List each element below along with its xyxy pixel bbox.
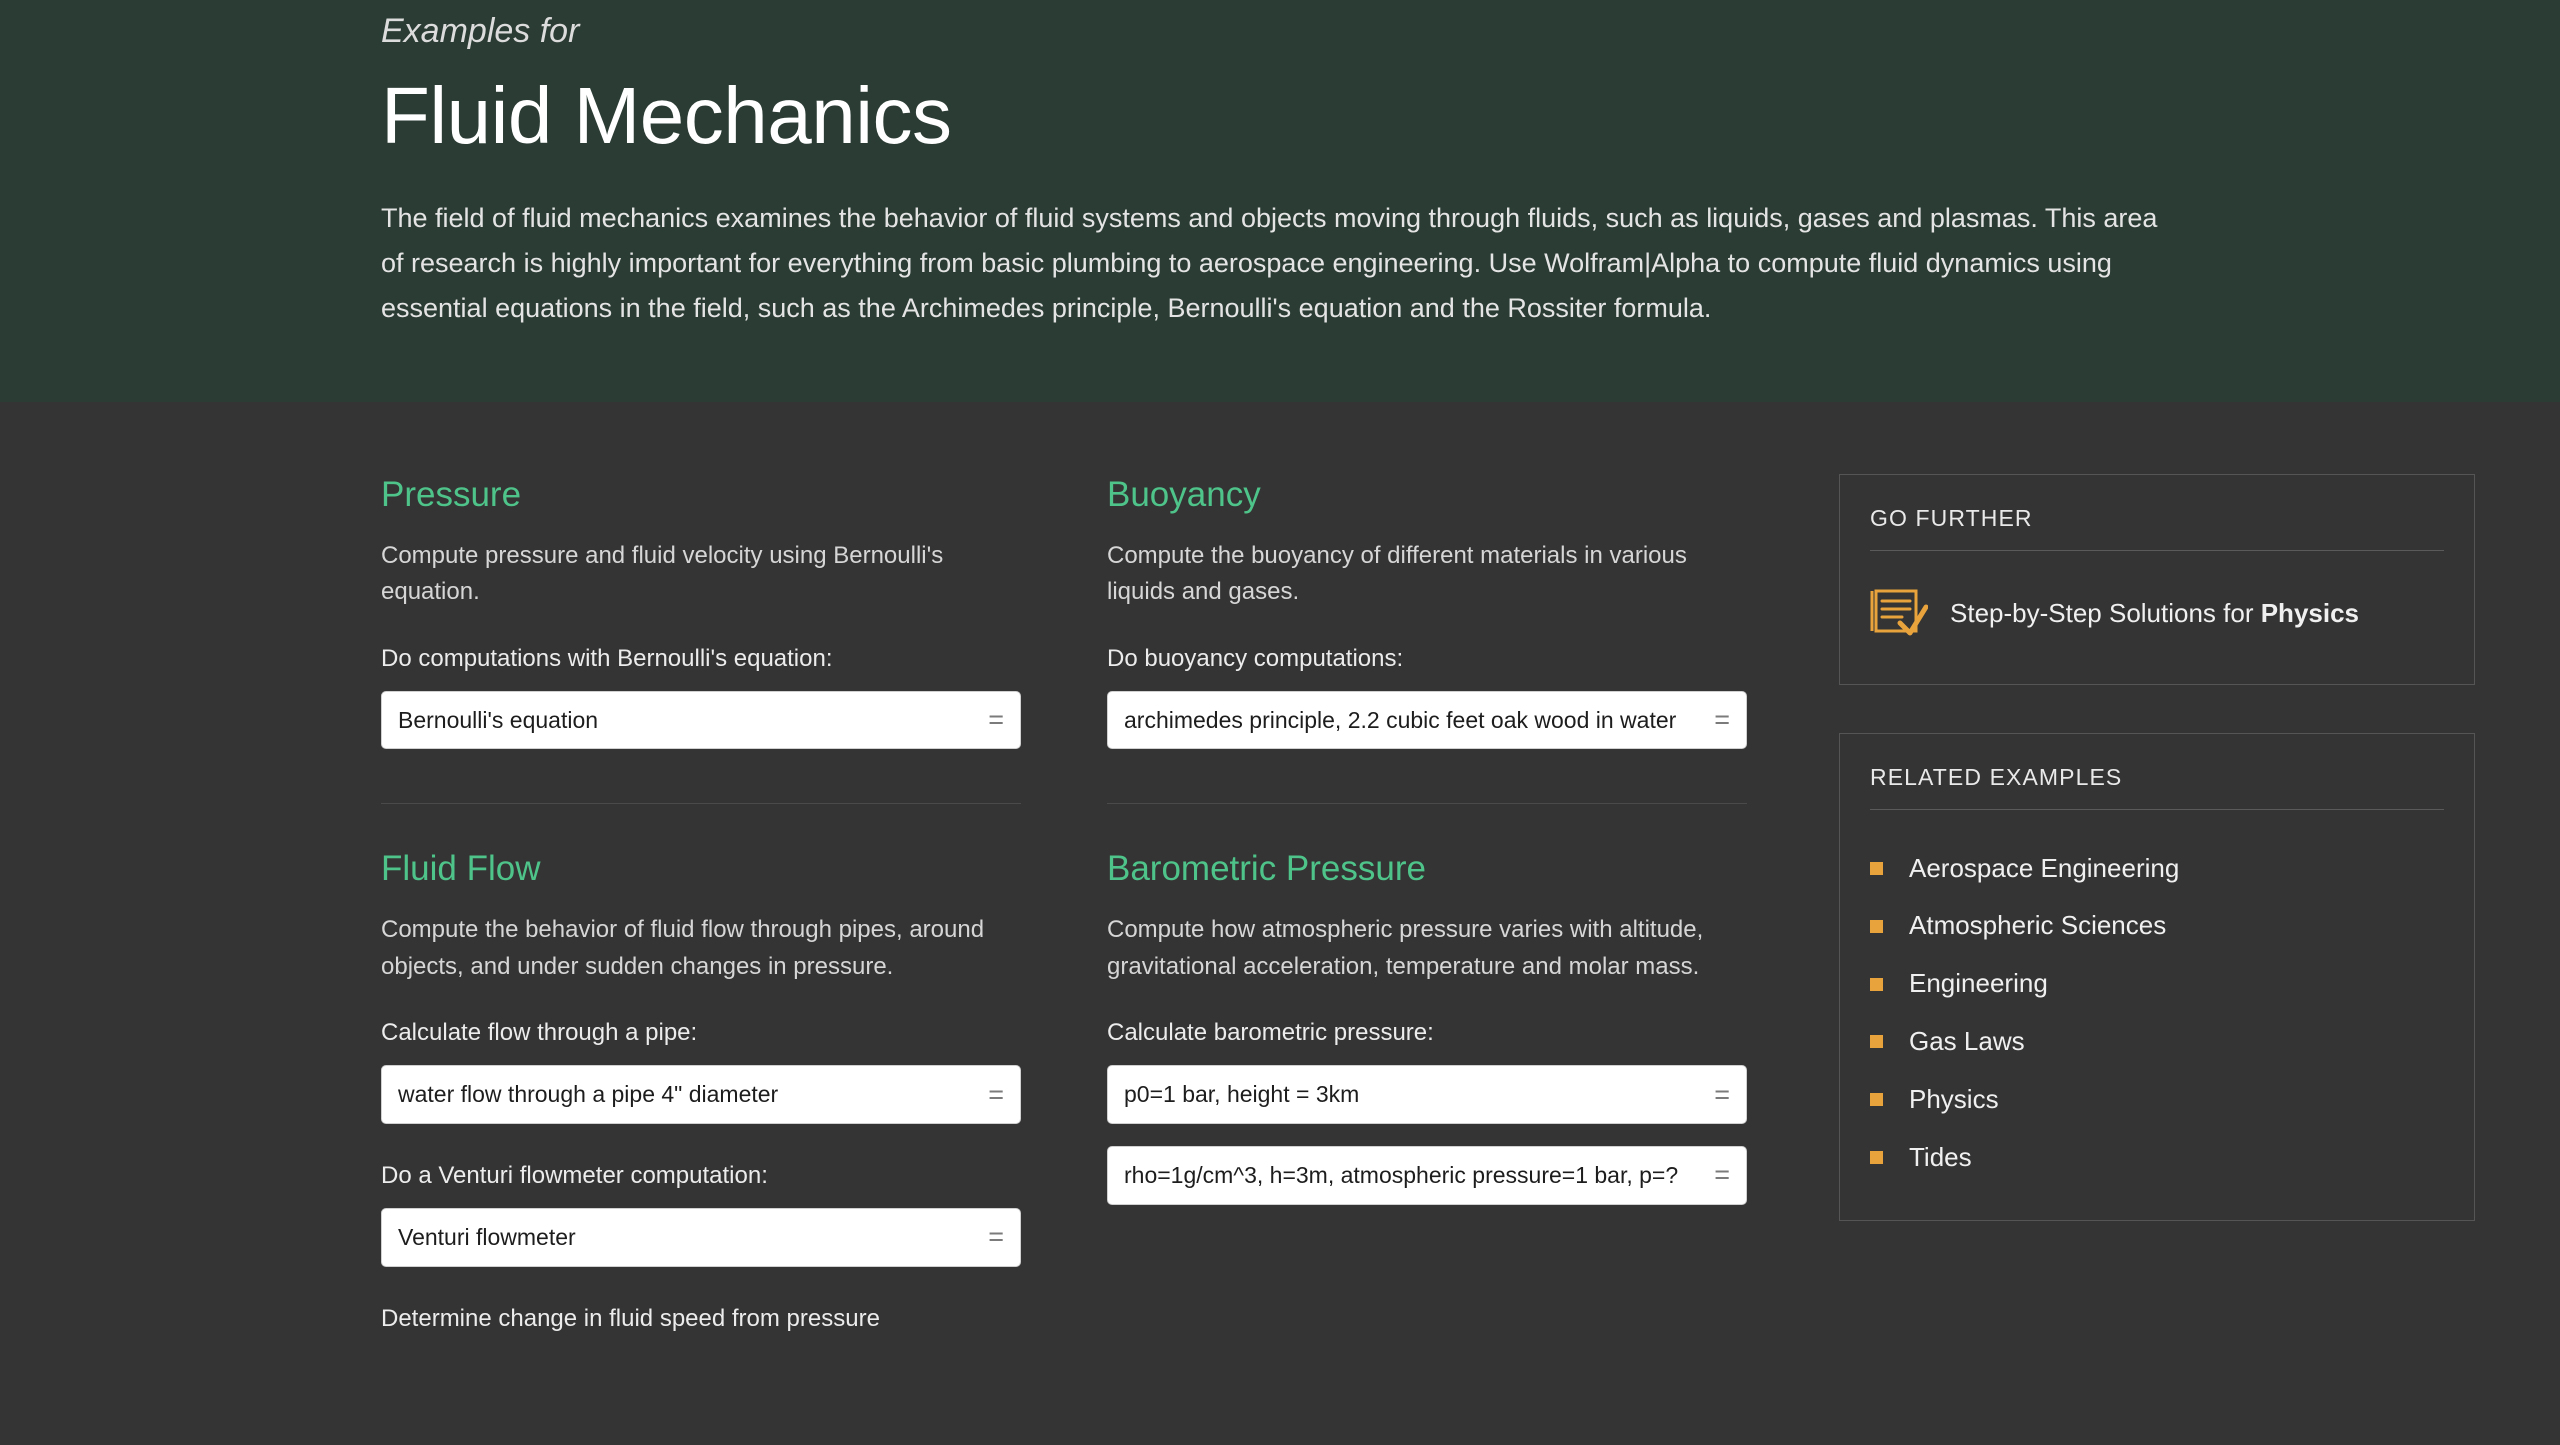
- page-hero: [0, 0, 2560, 402]
- list-item[interactable]: [1870, 1129, 2444, 1187]
- section-title: Buoyancy: [1107, 474, 1261, 514]
- equals-icon[interactable]: =: [1714, 1079, 1730, 1110]
- equals-icon[interactable]: =: [1714, 704, 1730, 735]
- step-by-step-notepad-icon: [1870, 587, 1928, 642]
- square-bullet-icon: [1870, 978, 1883, 991]
- section-fluid-flow: [381, 803, 1021, 1354]
- page-title: Fluid Mechanics: [381, 70, 952, 160]
- section-buoyancy: [1107, 474, 1747, 760]
- section-description: Compute the buoyancy of different materials in various liquids and gases.: [1107, 541, 1687, 606]
- list-item-label: Physics: [1909, 1083, 1999, 1114]
- step-by-step-label: [1950, 597, 2359, 631]
- list-item-label: Aerospace Engineering: [1909, 852, 2180, 883]
- query-input-value: water flow through a pipe 4" diameter: [398, 1081, 779, 1108]
- sidebar: [1839, 474, 2475, 1270]
- square-bullet-icon: [1870, 1151, 1883, 1164]
- query-input[interactable]: [1107, 1065, 1747, 1124]
- square-bullet-icon: [1870, 862, 1883, 875]
- query-prompt: Do computations with Bernoulli's equation:: [381, 644, 833, 672]
- go-further-panel: [1839, 474, 2475, 685]
- step-by-step-label-prefix: Step-by-Step Solutions for: [1950, 598, 2261, 629]
- column-middle: [1107, 474, 1747, 1215]
- query-input[interactable]: [381, 691, 1021, 750]
- query-input-value: rho=1g/cm^3, h=3m, atmospheric pressure=1 bar, p=?: [1124, 1161, 1679, 1188]
- section-pressure: [381, 474, 1021, 760]
- section-title: Barometric Pressure: [1107, 849, 1426, 889]
- list-item[interactable]: [1870, 897, 2444, 955]
- query-input[interactable]: [381, 1208, 1021, 1267]
- related-examples-heading: RELATED EXAMPLES: [1870, 764, 2444, 810]
- square-bullet-icon: [1870, 1035, 1883, 1048]
- related-examples-list: [1870, 840, 2444, 1187]
- equals-icon[interactable]: =: [1714, 1159, 1730, 1190]
- equals-icon[interactable]: =: [988, 1079, 1004, 1110]
- list-item-label: Tides: [1909, 1141, 1972, 1172]
- section-title: Fluid Flow: [381, 849, 541, 889]
- list-item[interactable]: [1870, 840, 2444, 898]
- section-description: Compute how atmospheric pressure varies with altitude, gravitational acceleration, temperature and molar mass.: [1107, 916, 1704, 980]
- query-input[interactable]: [1107, 1146, 1747, 1205]
- go-further-heading: GO FURTHER: [1870, 505, 2444, 551]
- equals-icon[interactable]: =: [988, 704, 1004, 735]
- list-item-label: Gas Laws: [1909, 1026, 2025, 1057]
- list-item[interactable]: [1870, 1071, 2444, 1129]
- section-title: Pressure: [381, 474, 522, 514]
- query-prompt: Calculate flow through a pipe:: [381, 1019, 698, 1047]
- list-item-label: Engineering: [1909, 968, 2048, 999]
- query-prompt-truncated: Determine change in fluid speed from pressure: [381, 1304, 880, 1332]
- query-prompt: Do buoyancy computations:: [1107, 644, 1404, 672]
- section-description: Compute the behavior of fluid flow through pipes, around objects, and under sudden changes in pressure.: [381, 916, 985, 980]
- query-input[interactable]: [381, 1065, 1021, 1124]
- related-examples-panel: [1839, 733, 2475, 1222]
- step-by-step-link[interactable]: [1870, 581, 2444, 650]
- query-input-value: Venturi flowmeter: [398, 1223, 576, 1250]
- section-barometric-pressure: [1107, 803, 1747, 1214]
- hero-description: The field of fluid mechanics examines the behavior of fluid systems and objects moving through fluids, such as liquids, gases and plasmas. This area of research is highly important for everything from basic plumbing to aerospace engineering. Use Wolfram|Alpha to compute fluid dynamics using essential equations in the field, such as the Archimedes principle, Bernoulli's equation and the Rossiter formula.: [381, 202, 2158, 324]
- query-prompt: Calculate barometric pressure:: [1107, 1019, 1434, 1047]
- query-prompt: Do a Venturi flowmeter computation:: [381, 1161, 768, 1189]
- hero-eyebrow: Examples for: [381, 12, 580, 50]
- list-item-label: Atmospheric Sciences: [1909, 910, 2167, 941]
- query-input-value: Bernoulli's equation: [398, 706, 599, 733]
- examples-content: [135, 402, 2425, 1445]
- step-by-step-label-subject: Physics: [2260, 598, 2360, 629]
- square-bullet-icon: [1870, 920, 1883, 933]
- list-item[interactable]: [1870, 955, 2444, 1013]
- column-left: [381, 474, 1021, 1355]
- square-bullet-icon: [1870, 1093, 1883, 1106]
- query-input-value: archimedes principle, 2.2 cubic feet oak wood in water: [1124, 706, 1677, 733]
- query-input[interactable]: [1107, 691, 1747, 750]
- query-input-value: p0=1 bar, height = 3km: [1124, 1081, 1360, 1108]
- section-description: Compute pressure and fluid velocity using Bernoulli's equation.: [381, 541, 944, 606]
- equals-icon[interactable]: =: [988, 1221, 1004, 1252]
- list-item[interactable]: [1870, 1013, 2444, 1071]
